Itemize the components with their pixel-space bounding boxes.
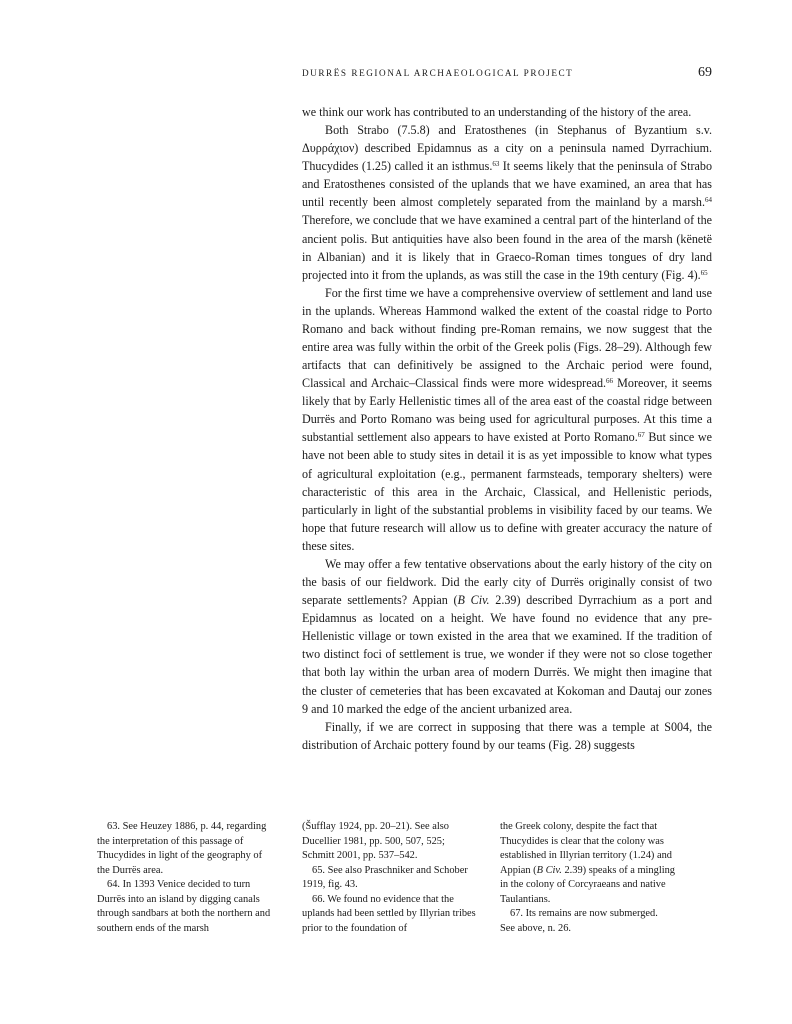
footnotes: [97, 820, 712, 970]
footnote-ref-67[interactable]: 67: [637, 431, 645, 440]
footnote-63: 63. See Heuzey 1886, p. 44, regarding the interpretation of this passage of Thucydides in light of the geography of the Durrës area.: [97, 821, 267, 876]
paragraph-1: Both Strabo (7.5.8) and Eratosthenes (in Stephanus of Byzantium s.v. Δυρράχιον) described Epidamnus as a city on a peninsula named Dyrrachium. Thucydides (1.25) called it an isthmus.$^{63}$ It seems likely that the peninsula of Strabo and Eratosthenes consisted of the uplands that we have examined, an area that has until recently been almost completely separated from the mainland by a marsh.$^{64}$ Therefore, we conclude that we have examined a central part of the hinterland of the ancient polis. But antiquities have also been found in the area of the marsh (kënetë in Albanian) and it is likely that in Graeco-Roman times tongues of dry land projected into it from the uplands, as was still the case in the 19th century (Fig. 4).$^{65}$: [302, 123, 712, 282]
footnote-66: 66. We found no evidence that the uplands had been settled by Illyrian tribes prior to the foundation of: [302, 893, 476, 934]
footnote-65: 65. See also Praschniker and Schober 1919, fig. 43.: [302, 864, 468, 890]
footnote-ref-64[interactable]: 64: [705, 196, 712, 205]
footnotes-column-3: [500, 820, 675, 936]
paragraph-4: Finally, if we are correct in supposing that there was a temple at S004, the distribution of Archaic pottery found by our teams (Fig. 28) suggests: [302, 719, 712, 752]
main-text: [302, 103, 712, 754]
paragraph-3: We may offer a few tentative observations about the early history of the city on the basis of our fieldwork. Did the early city of Durrës originally consist of two separate settlements? Appian (B Civ. 2.39) described Dyrrachium as a port and Epidamnus as located on a height. We have found no evidence that any pre-Hellenistic village or town existed in the area that we examined. If the tradition of two distinct foci of settlement is true, we wonder if they were not so close together that both lay within the urban area of modern Durrës. We might then imagine that the cluster of cemeteries that has been excavated at Kokoman and Dautaj our zones 9 and 10 marked the edge of the ancient urbanized area.: [302, 556, 712, 716]
page-number: 69: [698, 65, 712, 80]
footnote-64: 64. In 1393 Venice decided to turn Durrës into an island by digging canals through sandbars at both the northern and southern ends of the marsh: [97, 879, 271, 934]
footnote-ref-63[interactable]: 63: [492, 160, 500, 169]
paragraph-2: For the first time we have a comprehensive overview of settlement and land use in the uplands. Whereas Hammond walked the extent of the coastal ridge to Porto Romano and back without finding pre-Roman remains, we now suggest that the entire area was fully within the orbit of the Greek polis (Figs. 28–29). Although few artifacts that can definitively be assigned to the Archaic period were found, Classical and Archaic–Classical finds were more widespread.$^{66}$ Moreover, it seems likely that by Early Hellenistic times all of the area east of the coastal ridge between Durrës and Porto Romano was being used for agricultural purposes. At this time a substantial settlement also appears to have existed at Porto Romano.$^{67}$ But since we have not been able to study sites in detail it is as yet impossible to know what types of agricultural exploitation (e.g., permanent farmsteads, temporary shelters) were characteristic of this area in the Archaic, Classical, and Hellenistic periods, particularly in light of the substantial problems in visibility faced by our teams. We hope that future research will allow us to define with greater accuracy the nature of these sites.: [302, 285, 712, 553]
footnote-67: 67. Its remains are now submerged. See above, n. 26.: [500, 908, 658, 934]
paragraph-0: we think our work has contributed to an understanding of the history of the area.: [302, 105, 692, 119]
running-head-title: DURRËS REGIONAL ARCHAEOLOGICAL PROJECT: [302, 68, 574, 78]
footnote-64-continued: (Šufflay 1924, pp. 20–21). See also Ducellier 1981, pp. 500, 507, 525; Schmitt 2001, pp. 537–542.: [302, 821, 449, 861]
running-head: [302, 65, 712, 85]
footnote-66-continued: the Greek colony, despite the fact that Thucydides is clear that the colony was established in Illyrian territory (1.24) and Appian (B Civ. 2.39) speaks of a mingling in the colony of Corcyraeans and native Taulantians.: [500, 821, 675, 905]
footnote-ref-66[interactable]: 66: [606, 377, 614, 386]
footnote-ref-65[interactable]: 65: [700, 268, 708, 277]
footnotes-column-1: [97, 820, 272, 936]
footnotes-column-2: [302, 820, 477, 936]
